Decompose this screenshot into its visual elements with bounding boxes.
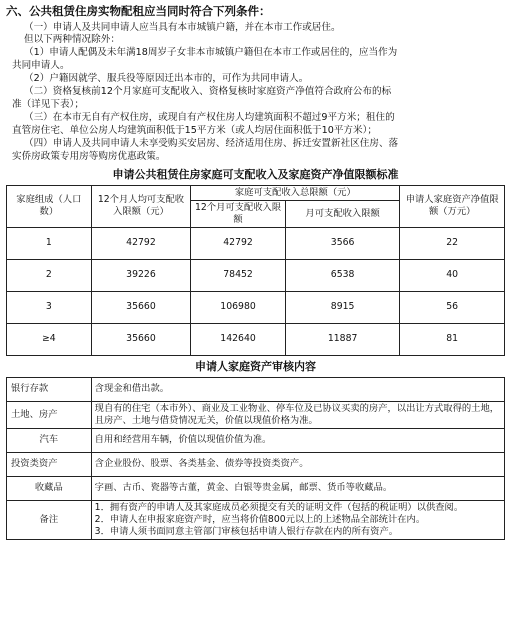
cell-monthly: 3566: [285, 227, 400, 259]
note-line: 3．申请人须书面同意主管部门审核包括申请人银行存款在内的所有资产。: [94, 526, 399, 538]
table-header-row: [7, 185, 505, 200]
cell-family-size: 2: [7, 259, 92, 291]
exception-one: （1）申请人配偶及未年满18周岁子女非本市城镇户籍但在本市工作或居住的，应当作为: [24, 47, 398, 59]
condition-three: （三）在本市无自有产权住房，或现自有产权住房人均建筑面积不超过9平方米；租住的: [24, 112, 395, 124]
category-cell: 银行存款: [7, 377, 92, 401]
header-asset-limit: 申请人家庭资产净值限额（万元）: [400, 185, 505, 227]
category-cell: 汽车: [7, 428, 92, 452]
table-row: [7, 377, 505, 401]
content-cell: 自用和经营用车辆，价值以现值价值为准。: [91, 428, 504, 452]
condition-four: （四）申请人及共同申请人未享受购买安居房、经济适用住房、拆迁安置新社区住房、落: [24, 137, 399, 149]
cell-assets: 22: [400, 227, 505, 259]
table-row: [7, 291, 505, 323]
exception-two: （2）户籍因就学、服兵役等原因迁出本市的，可作为共同申请人。: [24, 73, 309, 85]
exception-one-cont: 共同申请人。: [12, 60, 70, 72]
cell-family-size: ≥4: [7, 323, 92, 355]
condition-one: （一）申请人及共同申请人应当具有本市城镇户籍，并在本市工作或居住。: [24, 21, 341, 33]
cell-monthly: 6538: [285, 259, 400, 291]
category-cell: 备注: [7, 500, 92, 539]
header-per-capita-income: 12个月人均可支配收入限额（元）: [91, 185, 191, 227]
table-row: [7, 227, 505, 259]
notes-cell: [91, 500, 504, 539]
table-row: [7, 428, 505, 452]
condition-three-cont: 直管房住宅、单位公房人均建筑面积低于15平方米（或人均居住面积低于10平方米）；: [12, 125, 377, 137]
note-line: 2．申请人在申报家庭资产时，应当将价值800元以上的上述物品全部统计在内。: [94, 513, 426, 525]
category-cell: 收藏品: [7, 476, 92, 500]
cell-family-size: 1: [7, 227, 92, 259]
header-total-income: 家庭可支配收入总限额（元）: [191, 185, 400, 200]
condition-two: （二）资格复核前12个月家庭可支配收入、资格复核时家庭资产净值符合政府公布的标: [24, 86, 392, 98]
table-row: [7, 452, 505, 476]
header-monthly-limit: 月可支配收入限额: [285, 200, 400, 227]
table-row: [7, 476, 505, 500]
cell-assets: 40: [400, 259, 505, 291]
content-cell: 字画、古币、瓷器等古董，黄金、白银等贵金属，邮票、货币等收藏品。: [91, 476, 504, 500]
cell-monthly: 8915: [285, 291, 400, 323]
cell-total-12m: 42792: [191, 227, 286, 259]
income-limit-table: [6, 185, 505, 356]
header-12-month-limit: 12个月可支配收入限额: [191, 200, 286, 227]
content-cell: 含企业股份、股票、各类基金、债券等投资类资产。: [91, 452, 504, 476]
cell-per-capita: 35660: [91, 323, 191, 355]
table-row: [7, 500, 505, 539]
header-family-size: 家庭组成（人口数）: [7, 185, 92, 227]
asset-review-table: [6, 377, 505, 540]
content-cell: 含现金和借出款。: [91, 377, 504, 401]
cell-family-size: 3: [7, 291, 92, 323]
section-heading: 六、公共租赁住房实物配租应当同时符合下列条件：: [6, 4, 271, 18]
content-cell: 现自有的住宅（本市外）、商业及工业物业、停车位及已协议买卖的房产，以出让方式取得的土地，且房产、土地与借贷情况无关，价值以现值价格为准。: [91, 401, 504, 428]
condition-two-cont: 准（详见下表）；: [12, 99, 84, 111]
cell-total-12m: 78452: [191, 259, 286, 291]
table-row: [7, 401, 505, 428]
category-cell: 投资类资产: [7, 452, 92, 476]
cell-monthly: 11887: [285, 323, 400, 355]
cell-per-capita: 42792: [91, 227, 191, 259]
note-line: 1．拥有资产的申请人及其家庭成员必须提交有关的证明文件（包括的税证明）以供查阅。: [94, 501, 464, 513]
condition-four-cont: 实侨房政策专用房等购房优惠政策。: [12, 150, 166, 162]
table-row: [7, 259, 505, 291]
cell-total-12m: 142640: [191, 323, 286, 355]
cell-per-capita: 35660: [91, 291, 191, 323]
income-table-title: 申请公共租赁住房家庭可支配收入及家庭资产净值限额标准: [112, 167, 399, 181]
cell-assets: 81: [400, 323, 505, 355]
table-row: [7, 323, 505, 355]
category-cell: 土地、房产: [7, 401, 92, 428]
exception-intro: 但以下两种情况除外：: [24, 34, 120, 46]
cell-assets: 56: [400, 291, 505, 323]
asset-table-title: 申请人家庭资产审核内容: [195, 359, 316, 373]
cell-per-capita: 39226: [91, 259, 191, 291]
cell-total-12m: 106980: [191, 291, 286, 323]
